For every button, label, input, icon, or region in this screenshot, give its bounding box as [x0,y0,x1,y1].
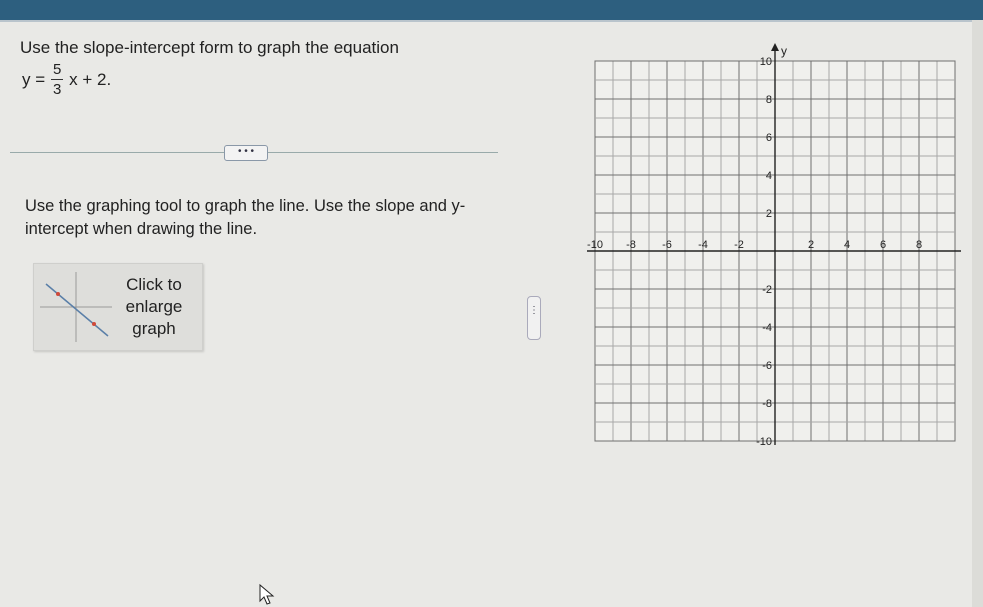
instructions-text: Use the graphing tool to graph the line. Use the slope and y-intercept when drawing the line. [25,197,466,238]
y-axis-arrow-icon [771,43,779,51]
enlarge-graph-button[interactable] [33,263,203,351]
top-bar [0,0,983,20]
x-tick-label: 4 [843,239,851,251]
mouse-pointer-icon [258,583,276,607]
x-tick-label: 2 [807,239,815,251]
right-scroll-edge [972,20,983,607]
equation [22,62,111,97]
y-tick-label: -6 [762,360,772,372]
top-bar-edge [0,20,983,22]
enlarge-line-2: enlarge [125,297,183,316]
y-tick-label: 10 [759,56,772,68]
equation-lhs: y = [22,69,46,89]
y-tick-label: -8 [762,398,772,410]
x-tick-label: -4 [698,239,708,251]
x-tick-label: 6 [879,239,887,251]
more-button[interactable]: • • • [224,145,268,161]
y-tick-label: 8 [765,94,772,106]
equation-rest: x + 2. [69,69,112,89]
x-tick-label: 8 [915,239,923,251]
x-tick-label: -2 [734,239,744,251]
vertical-dots-icon: ⋮ [529,305,539,316]
x-tick-label: -8 [626,239,636,251]
enlarge-line-3: graph [132,319,176,338]
x-tick-label: -10 [587,239,603,251]
y-tick-label: 2 [765,208,772,220]
x-tick-label: -6 [662,239,672,251]
question-prompt: Use the slope-intercept form to graph the equation [20,38,399,57]
fraction-denominator: 3 [52,81,62,98]
fraction-numerator: 5 [52,61,62,78]
y-tick-label: -2 [762,284,772,296]
y-tick-label: -4 [762,322,772,334]
enlarge-label [116,274,192,340]
y-tick-label: -10 [756,436,772,448]
slope-fraction [51,62,63,97]
y-tick-label: 4 [765,170,772,182]
graph-thumbnail-icon [40,272,112,342]
panel-resize-handle[interactable] [527,296,541,340]
coordinate-graph[interactable] [580,36,965,461]
fraction-bar [51,79,63,80]
y-axis-label: y [781,44,787,58]
y-tick-label: 6 [765,132,772,144]
enlarge-line-1: Click to [126,275,182,294]
